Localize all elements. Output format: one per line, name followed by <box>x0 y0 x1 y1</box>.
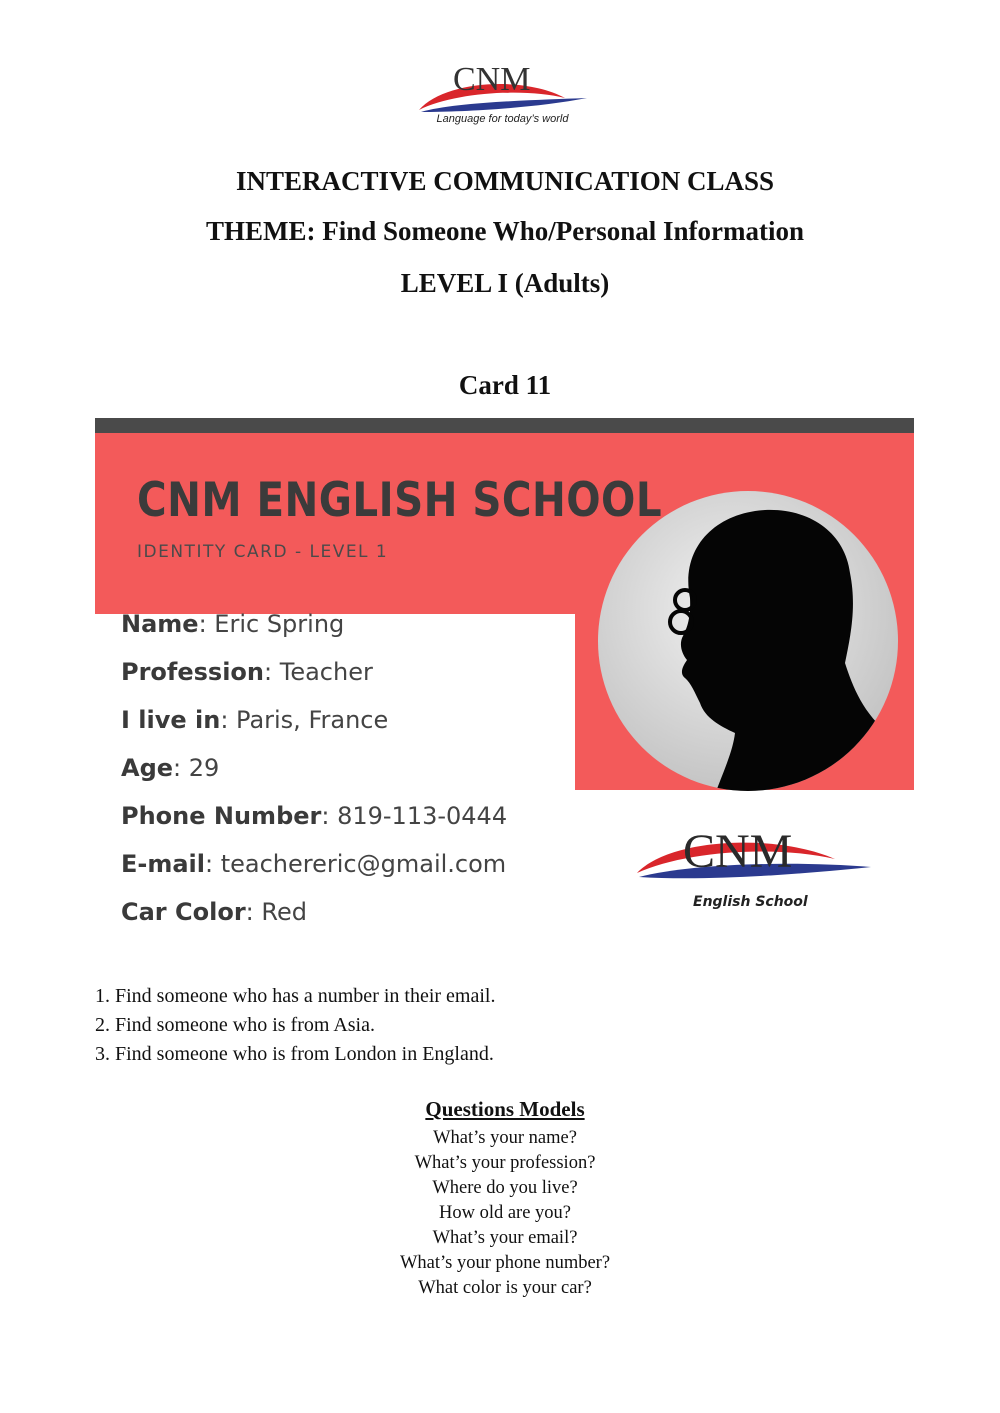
level-title: LEVEL I (Adults) <box>400 268 610 298</box>
field-email: E-mail: teachereric@gmail.com <box>121 850 507 878</box>
svg-text:CNM: CNM <box>453 61 531 98</box>
card-top-bar <box>95 418 914 433</box>
list-item: What’s your name? <box>433 1128 577 1148</box>
identity-card <box>95 418 914 948</box>
list-item: What color is your car? <box>418 1278 592 1298</box>
questions-list <box>0 1126 1000 1301</box>
list-item: 1. Find someone who has a number in their email. <box>95 985 496 1007</box>
logo-subtitle: English School <box>693 894 808 910</box>
cnm-english-school-logo <box>635 823 875 903</box>
logo-tagline: Language for today’s world <box>436 113 569 125</box>
list-item: What’s your phone number? <box>399 1253 611 1273</box>
field-car-color: Car Color: Red <box>121 898 307 926</box>
list-item: 2. Find someone who is from Asia. <box>95 1014 375 1036</box>
list-item: What’s your profession? <box>414 1153 596 1173</box>
task-list <box>95 982 495 1069</box>
class-title: INTERACTIVE COMMUNICATION CLASS <box>235 166 775 196</box>
field-location: I live in: Paris, France <box>121 706 389 734</box>
field-phone: Phone Number: 819-113-0444 <box>121 802 508 830</box>
list-item: What’s your email? <box>432 1228 578 1248</box>
field-name: Name: Eric Spring <box>121 610 345 638</box>
theme-title: THEME: Find Someone Who/Personal Information <box>205 216 805 246</box>
list-item: 3. Find someone who is from London in England. <box>95 1043 494 1065</box>
school-name: CNM ENGLISH SCHOOL <box>137 473 663 528</box>
field-age: Age: 29 <box>121 754 220 782</box>
list-item: Where do you live? <box>432 1178 578 1198</box>
svg-text:CNM: CNM <box>683 825 793 878</box>
field-profession: Profession: Teacher <box>121 658 373 686</box>
card-number: Card 11 <box>458 370 552 400</box>
questions-title: Questions Models <box>425 1097 585 1121</box>
list-item: How old are you? <box>438 1203 572 1223</box>
profile-photo <box>595 488 901 794</box>
card-subtitle: IDENTITY CARD - LEVEL 1 <box>137 542 389 562</box>
